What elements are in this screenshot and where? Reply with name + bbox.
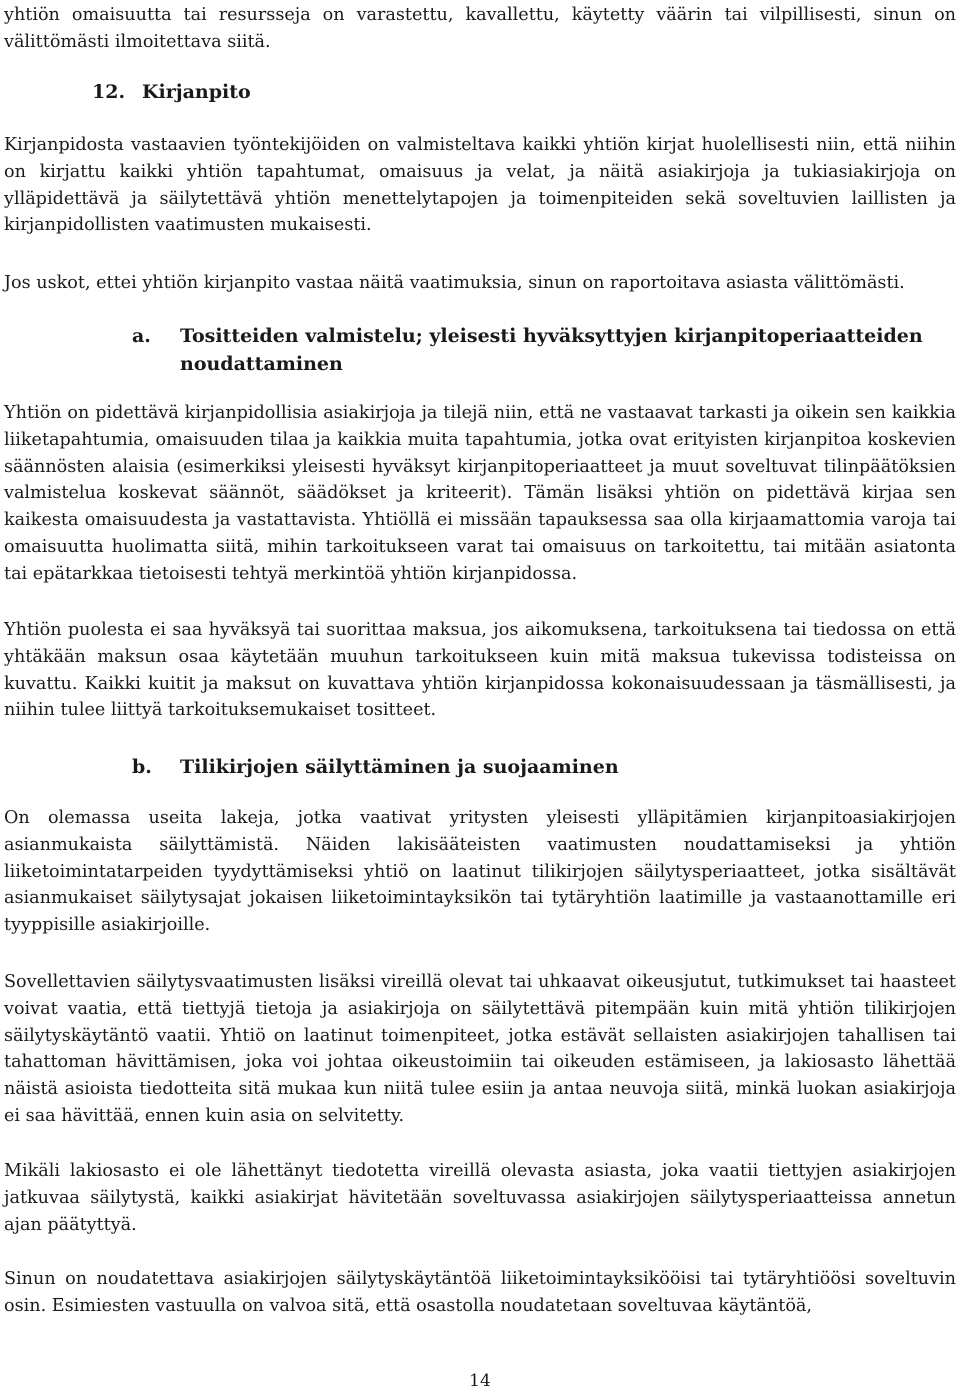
subsection-b-letter: b. — [132, 756, 152, 778]
section-heading — [92, 78, 251, 106]
paragraph-kaytanto: Sinun on noudatettava asiakirjojen säilytyskäytäntöä liiketoimintayksikööisi tai tytäryhtiöösi soveltuvin osin. Esimiesten vastuulla on valvoa sitä, että osastolla noudatetaan soveltuvaa käytäntöä, — [4, 1269, 956, 1316]
paragraph-intro-tail: yhtiön omaisuutta tai resursseja on varastettu, kavallettu, käytetty väärin tai vilpillisesti, sinun on välittömästi ilmoitettava siitä. — [4, 5, 956, 52]
paragraph-tositteet: Yhtiön on pidettävä kirjanpidollisia asiakirjoja ja tilejä niin, että ne vastaavat tarkasti ja oikein sen kaikkia liiketapahtumia, omaisuuden tilaa ja kaikkia muita tapahtumia, jotka ovat erityisten kirjanpitoa koskevien säännösten alaisia (esimerkiksi yleisesti hyväksyt kirjanpitoperiaatteet ja muut soveltuvat tilinpäätöksien valmistelua koskevat säännöt, säädökset ja kriteerit). Tämän lisäksi yhtiön on pidettävä kirjaa sen kaikesta omaisuudesta ja vastattavista. Yhtiöllä ei missään tapauksessa saa olla kirjaamattomia varoja tai omaisuutta huolimatta siitä, mihin tarkoitukseen varat tai omaisuus on tarkoitettu, tai mitään asiatonta tai epätarkkaa tietoisesti tehtyä merkintöä yhtiön kirjanpidossa. — [4, 403, 956, 584]
section-title: Kirjanpito — [142, 81, 251, 103]
paragraph-kirjanpito: Kirjanpidosta vastaavien työntekijöiden on valmisteltava kaikki yhtiön kirjat huolellisesti niin, että niihin on kirjattu kaikki yhtiön tapahtumat, omaisuus ja velat, ja näitä asiakirjoja ja tukiasiakirjoja on ylläpidettävä ja säilytettävä yhtiön menettelytapojen ja toimenpiteiden sekä soveltuvien laillisten ja kirjanpidollisten vaatimusten mukaisesti. — [4, 135, 956, 236]
paragraph-lait: On olemassa useita lakeja, jotka vaativat yritysten yleisesti ylläpitämien kirjanpitoasiakirjojen asianmukaista säilyttämistä. Näiden lakisääteisten vaatimusten noudattamiseksi ja yhtiön liiketoimintatarpeiden tyydyttämiseksi yhtiö on laatinut tilikirjojen säilytysperiaatteet, jotka sisältävät asianmukaiset säilytysajat jokaisen liiketoimintayksikön tai tytäryhtiön laatimille ja vastaanottamille eri tyyppisille asiakirjoille. — [4, 808, 956, 936]
page-number: 14 — [469, 1371, 491, 1391]
subsection-a-title: Tositteiden valmistelu; yleisesti hyväksyttyjen kirjanpitoperiaatteiden noudattaminen — [180, 325, 923, 375]
paragraph-tiedote: Mikäli lakiosasto ei ole lähettänyt tiedotetta vireillä olevasta asiasta, joka vaatii tiettyjen asiakirjojen jatkuvaa säilytystä, kaikki asiakirjat hävitetään soveltuvassa asiakirjojen säilytysperiaatteissa annetun ajan päätyttyä. — [4, 1161, 956, 1235]
subsection-a-letter: a. — [132, 325, 151, 347]
subsection-b-title: Tilikirjojen säilyttäminen ja suojaaminen — [180, 756, 619, 778]
section-number: 12. — [92, 81, 126, 103]
paragraph-maksut: Yhtiön puolesta ei saa hyväksyä tai suorittaa maksua, jos aikomuksena, tarkoituksena tai tiedossa on että yhtäkään maksun osaa käytetään muuhun tarkoitukseen kuin mitä maksua tukevissa todisteissa on kuvattu. Kaikki kuitit ja maksut on kuvattava yhtiön kirjanpidossa kokonaisuudessaan ja täsmällisesti, ja niihin tulee liittyä tarkoituksemukaiset tositteet. — [4, 620, 956, 721]
paragraph-report: Jos uskot, ettei yhtiön kirjanpito vastaa näitä vaatimuksia, sinun on raportoitava asiasta välittömästi. — [4, 273, 905, 293]
paragraph-oikeusjutut: Sovellettavien säilytysvaatimusten lisäksi vireillä olevat tai uhkaavat oikeusjutut, tutkimukset tai haasteet voivat vaatia, että tiettyjä tietoja ja asiakirjoja on säilytettävä pitempään kuin mitä yhtiön tilikirjojen säilytyskäytäntö vaatii. Yhtiö on laatinut toimenpiteet, jotka estävät sellaisten asiakirjojen tahallisen tai tahattoman hävittämisen, joka voi johtaa oikeustoimiin tai oikeuden estämiseen, ja lakiosasto lähettää näistä asioista tiedotteita sitä mukaa kun niitä tulee esiin ja antaa neuvoja siitä, minkä luokan asiakirjoja ei saa hävittää, ennen kuin asia on selvitetty. — [4, 972, 956, 1126]
